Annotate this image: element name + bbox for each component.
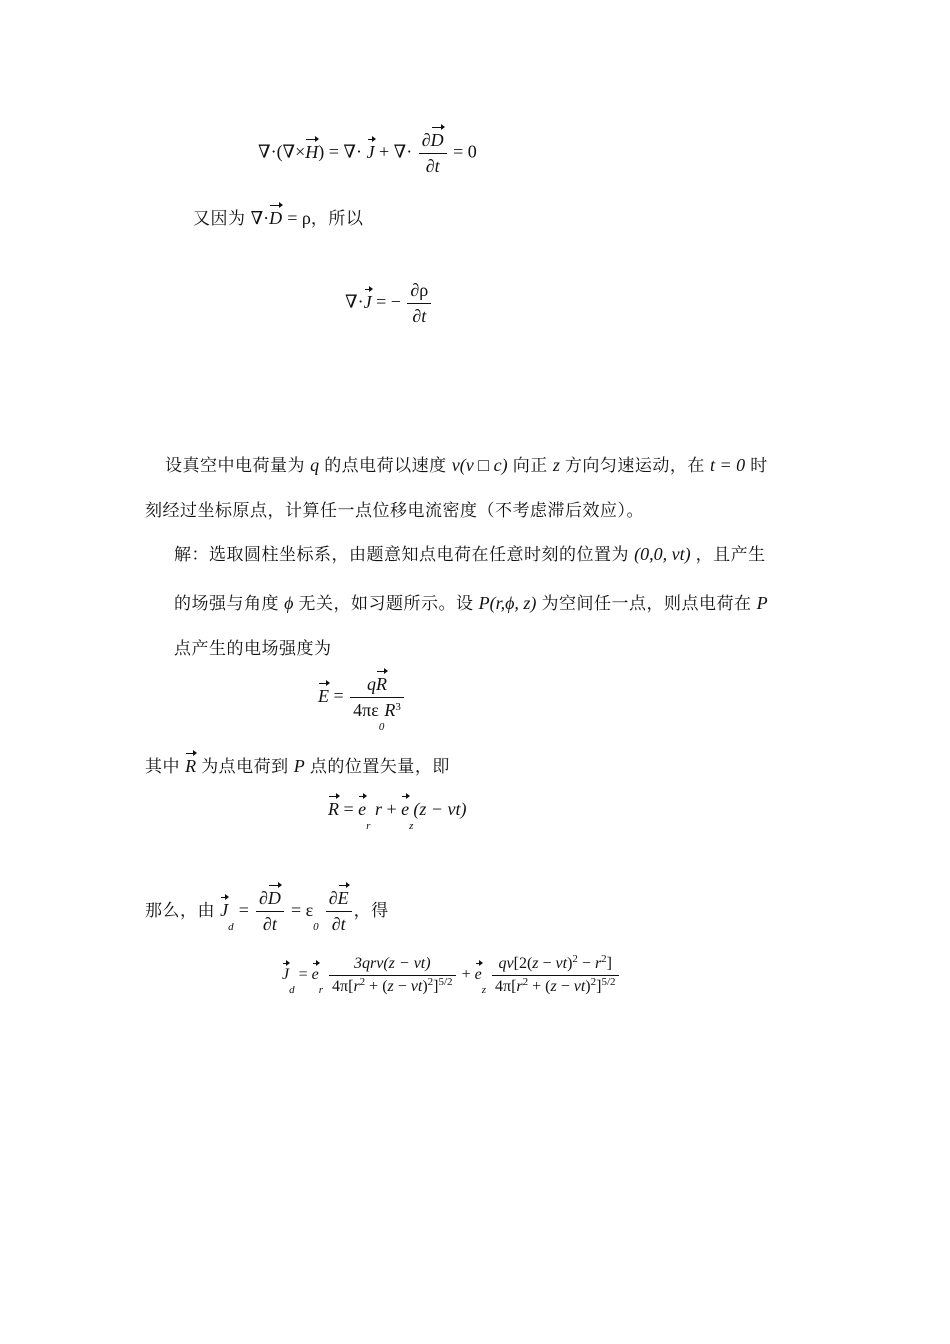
- text-segment: 无关，如习题所示。设: [298, 594, 474, 614]
- much-less-glyph: □: [473, 455, 494, 475]
- text-segment: 向正: [512, 456, 548, 476]
- symbol-P: P: [756, 593, 768, 613]
- eq2-rhs: = ρ: [287, 208, 311, 228]
- text-segment: 的场强与角度: [174, 594, 279, 614]
- symbol-z: z: [552, 455, 560, 475]
- text-youyinwei: 又因为: [193, 209, 246, 229]
- equation-curl-divergence: [258, 130, 477, 177]
- solution-line-1: [174, 540, 766, 565]
- fraction-drho-dt: $\frac{\partial\rho}{\partial t}$: [407, 280, 431, 327]
- line-position-vector: [145, 752, 450, 777]
- text-segment: 为空间任一点，则点电荷在: [541, 594, 752, 614]
- text-segment: 方向匀速运动，在: [564, 456, 705, 476]
- vector-D: D: [269, 208, 283, 228]
- vector-J: J: [220, 900, 229, 920]
- fraction-axial-term: $\frac{qv[2(z - vt)^2 - r^2]}{4\pi[r^2 + (z - vt)^2]^{5/2}}$: [492, 955, 619, 996]
- text-segment: 那么，由: [145, 901, 215, 921]
- unit-vector-er: e: [358, 799, 367, 819]
- text-suoyi: ，所以: [310, 209, 364, 229]
- symbol-P-coord: P(r,ϕ, z): [478, 593, 537, 613]
- subscript-d: d: [228, 921, 234, 933]
- symbol-phi: ϕ: [284, 593, 294, 613]
- fraction-dE-dt: $\frac{\partial E}{\partial t}$: [326, 888, 352, 935]
- solution-line-3: 点产生的电场强度为: [174, 639, 332, 659]
- expr-z-minus-vt: (z − vt): [413, 799, 467, 819]
- equation-electric-field: E = $\frac{qR}{4\pi\varepsilon_0R^3}$: [318, 674, 406, 721]
- symbol-t0: t = 0: [710, 455, 746, 475]
- fraction-dD-dt: $\frac{\partial D}{\partial t}$: [419, 130, 447, 177]
- symbol-c: c): [493, 455, 508, 475]
- solution-line-2: [174, 589, 768, 614]
- eq1-mid: ) = ∇·: [318, 141, 362, 162]
- line-gauss-law: [193, 204, 363, 229]
- equation-continuity: [345, 280, 433, 327]
- fraction-radial-term: $\frac{\text{3qrv(z − vt)}}{4\pi[r^2 + (z - vt)^2]^{5/2}}$: [329, 955, 456, 996]
- eq2-lhs: ∇·: [250, 208, 270, 228]
- equation-Jd-result: $J_d = e_r$ $\frac{\text{3qrv(z − vt)}}{4\pi[r^2 + (z - vt)^2]^{5/2}}$ + $e_z$ $\frac{qv[2(z - vt)^2 - r^2]}{4\pi[r^2 + (z - vt)^2]^{5/2}}$: [282, 955, 621, 996]
- symbol-position: (0,0, vt): [634, 544, 691, 564]
- problem-line-2: 刻经过坐标原点，计算任一点位移电流密度（不考虑滞后效应）。: [145, 501, 644, 521]
- text-segment: ，且产生: [695, 545, 766, 565]
- text-segment: 的点电荷以速度: [324, 456, 447, 476]
- unit-vector-ez: e: [401, 799, 410, 819]
- vector-R: R: [185, 756, 197, 776]
- problem-line-1: [165, 451, 768, 476]
- eq3-lhs: ∇·: [345, 291, 364, 312]
- text-segment: 为点电荷到: [201, 757, 289, 777]
- eq1-rhs: = 0: [453, 141, 477, 162]
- text-segment: 设真空中电荷量为: [165, 456, 305, 476]
- eq3-rhs: = −: [376, 291, 401, 312]
- eq1-lhs: ∇·(∇×: [258, 141, 306, 162]
- vector-J: J: [366, 141, 375, 162]
- eq1-plus: + ∇·: [379, 141, 413, 162]
- text-segment: 解：选取圆柱坐标系，由题意知点电荷在任意时刻的位置为: [174, 545, 629, 565]
- fraction-dD-dt: $\frac{\partial D}{\partial t}$: [256, 888, 284, 935]
- text-segment: 其中: [145, 757, 180, 777]
- vector-H: H: [305, 141, 319, 162]
- vector-J: J: [282, 966, 290, 984]
- symbol-v-condition: v(v: [451, 455, 474, 475]
- text-segment: 时: [750, 456, 768, 476]
- line-displacement-current: 那么，由 $J_d$ = $\frac{\partial D}{\partial t}$ = $\varepsilon_0$ $\frac{\partial E}{\partial t}$ ，得: [145, 888, 389, 934]
- symbol-q: q: [310, 455, 320, 475]
- vector-J: J: [363, 291, 372, 312]
- symbol-P: P: [293, 756, 305, 776]
- vector-R: R: [328, 799, 339, 819]
- text-segment: ，得: [353, 901, 389, 921]
- fraction-qR-over-4pieps0R3: $\frac{qR}{4\pi\varepsilon_0R^3}$: [350, 674, 404, 721]
- text-segment: 点的位置矢量，即: [309, 757, 450, 777]
- equation-R-vector: $R = e_r$ $r + e_z(z - vt)$: [328, 799, 467, 832]
- vector-E: E: [318, 685, 329, 706]
